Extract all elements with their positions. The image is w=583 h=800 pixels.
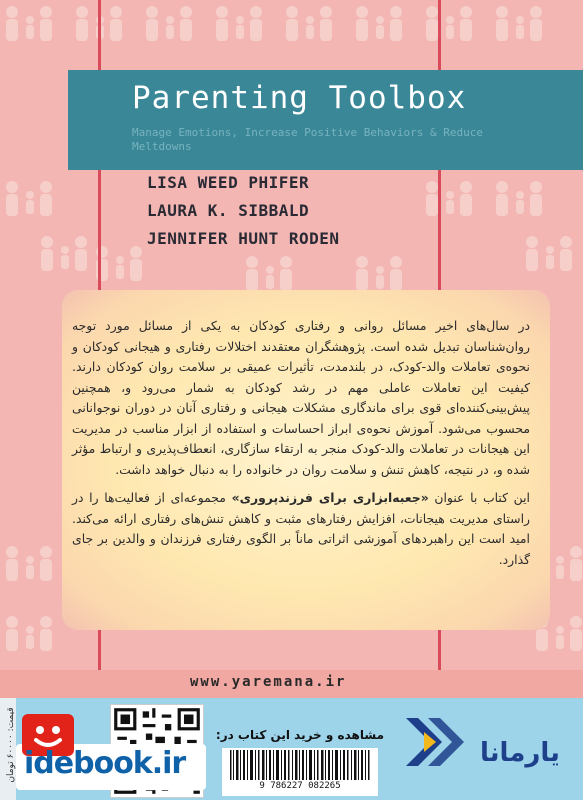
description-paragraph (72, 488, 530, 570)
text-span: این کتاب با عنوان (428, 490, 530, 505)
text-span: مجموعه‌ای از فعالیت‌ها را در راستای مدیریت هیجانات، افزایش رفتارهای مثبت و کاهش تنش‌های رفتاری ارائه می‌کند. امید است این راهبردهای آموزشی اثراتی ماناً بر الگوی رفتاری فرزندان و والدین بر جای گذارد. (72, 490, 530, 567)
barcode-bars (226, 750, 374, 780)
book-subtitle: Manage Emotions, Increase Positive Behaviors & Reduce Meltdowns (132, 126, 483, 153)
description-text (72, 316, 530, 578)
book-title: Parenting Toolbox (132, 80, 467, 116)
logo-part: ide (24, 746, 74, 781)
publisher-name: یارمانا (480, 738, 560, 768)
description-paragraph: در سال‌های اخیر مسائل روانی و رفتاری کودکان به یکی از مسائل مورد توجه روان‌شناسان تبدیل شده است. پژوهشگران معتقدند اختلالات رفتاری و هیجانی کودکان و نحوه‌ی تعاملات والد-کودک، در بلندمدت، تأثیرات عمیقی بر سلامت روان کودکان دارند. کیفیت این تعاملات عاملی مهم در رشد کودکان به شمار می‌رود و، همچنین پیش‌بینی‌کننده‌ای قوی برای ماندگاری مشکلات هیجانی و رفتاری آنان در دوران نوجوانانی محسوب می‌شود. آموزش نحوه‌ی ابراز احساسات و استفاده از ابزار مناسب در مدیریت این هیجانات در تعاملات والد-کودک منجر به ارتقاء سازگاری، انعطاف‌پذیری و ارتباط مؤثر شده و، در نتیجه، کاهش تنش و سلامت روان در خانواده را به دنبال خواهد داشت. (72, 318, 530, 477)
author-name: LAURA K. SIBBALD (147, 201, 310, 220)
isbn-barcode (222, 748, 378, 796)
author-name: LISA WEED PHIFER (147, 173, 310, 192)
isbn-number: 9 786227 082265 (259, 781, 341, 791)
author-list (147, 173, 340, 257)
logo-part: book.ir (73, 746, 186, 781)
site-logo-text[interactable] (24, 746, 185, 781)
price-label: قیمت: ۶۰۰۰۰ تومان (6, 707, 16, 783)
author-name: JENNIFER HUNT RODEN (147, 229, 340, 248)
publisher-website-link[interactable]: www.yaremana.ir (190, 674, 347, 690)
persian-book-title: «جعبه‌ابزاری برای فرزندپروری» (231, 490, 429, 505)
promo-text: مشاهده و خرید این کتاب در: (215, 728, 384, 742)
